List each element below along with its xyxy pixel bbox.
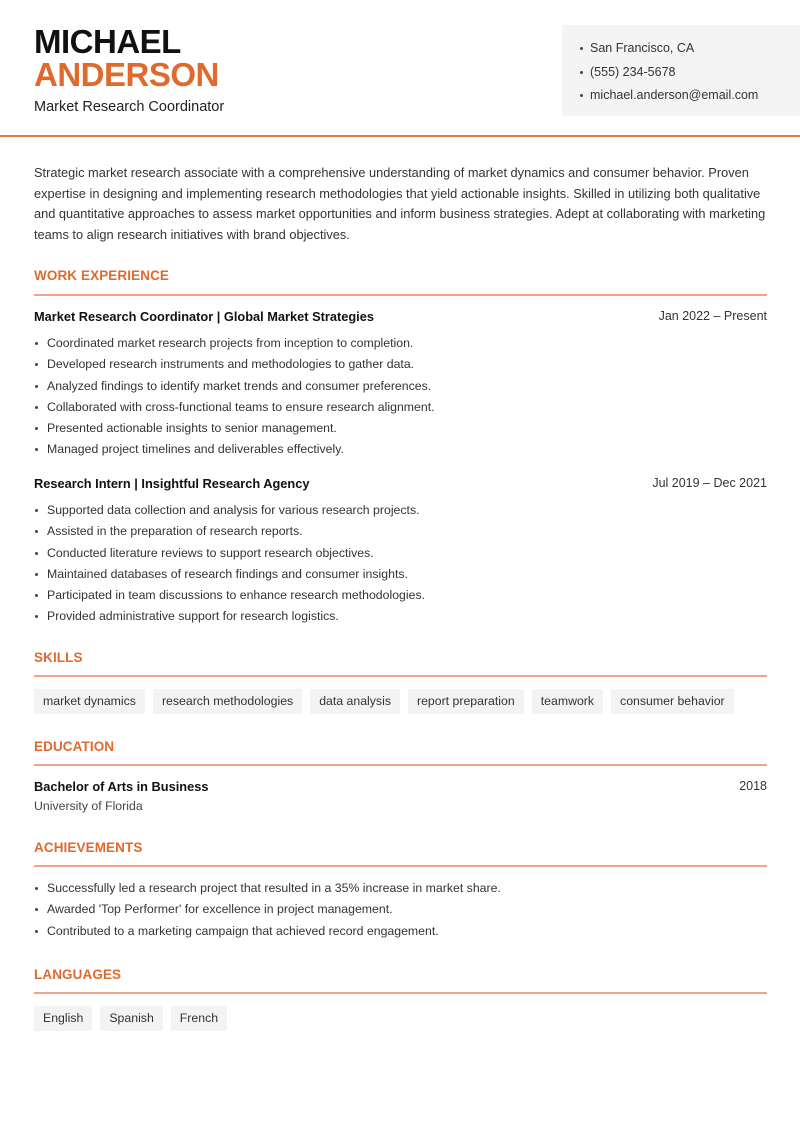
education-year: 2018 xyxy=(739,779,767,793)
list-item: Contributed to a marketing campaign that achieved record engagement. xyxy=(34,921,501,942)
job-bullets xyxy=(34,333,435,461)
education-degree: Bachelor of Arts in Business xyxy=(34,779,209,794)
list-item: Participated in team discussions to enhance research methodologies. xyxy=(34,585,425,606)
skill-tag: report preparation xyxy=(408,689,524,714)
section-divider xyxy=(34,294,767,296)
list-item: Maintained databases of research findings and consumer insights. xyxy=(34,564,425,585)
job-dates: Jul 2019 – Dec 2021 xyxy=(652,476,767,490)
skill-tag: data analysis xyxy=(310,689,400,714)
summary-paragraph: Strategic market research associate with a comprehensive understanding of market dynamics and consumer behavior. Proven expertise in designing and implementing research methodologies that yield actionable insights. Skilled in utilizing both qualitative and quantitative approaches to assess market opportunities and inform business strategies. Adept at collaborating with marketing teams to align research initiatives with brand objectives. xyxy=(34,165,766,243)
skill-tag: research methodologies xyxy=(153,689,302,714)
section-title-achievements: ACHIEVEMENTS xyxy=(34,840,143,855)
list-item: Successfully led a research project that resulted in a 35% increase in market share. xyxy=(34,878,501,899)
list-item: Managed project timelines and deliverables effectively. xyxy=(34,439,435,460)
contact-email[interactable]: michael.anderson@email.com xyxy=(580,84,800,108)
contact-box xyxy=(562,25,800,116)
section-title-education: EDUCATION xyxy=(34,739,115,754)
section-title-skills: SKILLS xyxy=(34,650,83,665)
job-title: Market Research Coordinator xyxy=(34,99,225,115)
list-item: Awarded 'Top Performer' for excellence in project management. xyxy=(34,899,501,920)
skills-tags xyxy=(34,689,734,714)
list-item: Collaborated with cross-functional teams to ensure research alignment. xyxy=(34,397,435,418)
last-name: ANDERSON xyxy=(34,56,219,93)
section-divider xyxy=(34,992,767,994)
job-heading: Research Intern | Insightful Research Agency xyxy=(34,476,310,491)
list-item: Coordinated market research projects from inception to completion. xyxy=(34,333,435,354)
language-tag: Spanish xyxy=(100,1006,162,1031)
skill-tag: teamwork xyxy=(532,689,603,714)
section-title-languages: LANGUAGES xyxy=(34,967,122,982)
section-divider xyxy=(34,675,767,677)
contact-location: San Francisco, CA xyxy=(580,37,800,61)
first-name: MICHAEL xyxy=(34,23,181,60)
skill-tag: consumer behavior xyxy=(611,689,734,714)
language-tag: English xyxy=(34,1006,92,1031)
list-item: Assisted in the preparation of research reports. xyxy=(34,521,425,542)
contact-phone: (555) 234-5678 xyxy=(580,61,800,85)
job-bullets xyxy=(34,500,425,628)
section-divider xyxy=(34,865,767,867)
resume-header xyxy=(0,0,800,137)
list-item: Provided administrative support for research logistics. xyxy=(34,606,425,627)
list-item: Conducted literature reviews to support research objectives. xyxy=(34,543,425,564)
list-item: Presented actionable insights to senior management. xyxy=(34,418,435,439)
list-item: Analyzed findings to identify market trends and consumer preferences. xyxy=(34,376,435,397)
achievements-list xyxy=(34,878,501,942)
list-item: Supported data collection and analysis for various research projects. xyxy=(34,500,425,521)
language-tag: French xyxy=(171,1006,227,1031)
education-school: University of Florida xyxy=(34,799,143,813)
section-divider xyxy=(34,764,767,766)
job-heading: Market Research Coordinator | Global Market Strategies xyxy=(34,309,374,324)
section-title-work-experience: WORK EXPERIENCE xyxy=(34,268,170,283)
skill-tag: market dynamics xyxy=(34,689,145,714)
list-item: Developed research instruments and methodologies to gather data. xyxy=(34,354,435,375)
job-dates: Jan 2022 – Present xyxy=(658,309,767,323)
contact-list xyxy=(580,37,800,108)
languages-tags xyxy=(34,1006,227,1031)
